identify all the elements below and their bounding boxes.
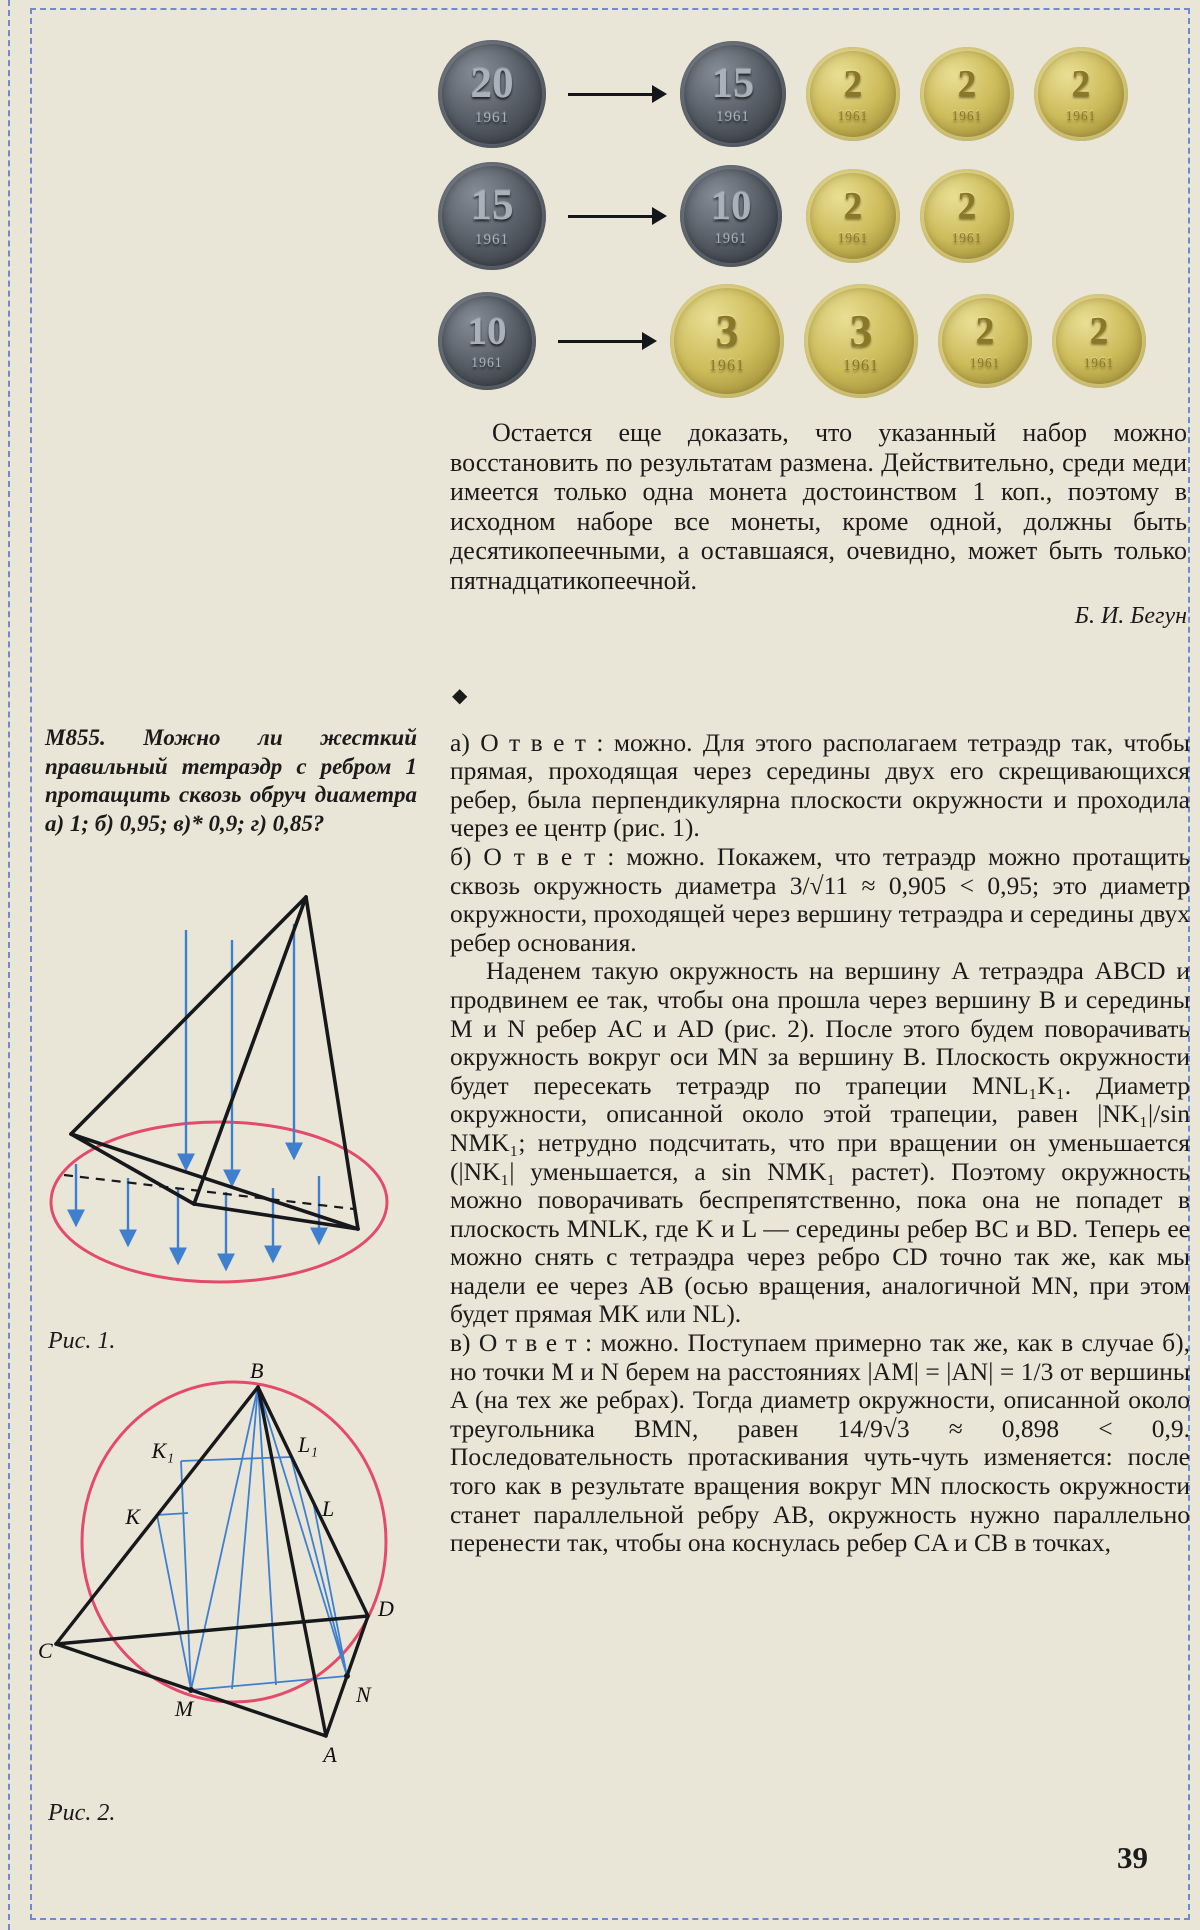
coin (438, 40, 546, 148)
problem-statement (45, 724, 417, 838)
arrow-right-icon (568, 93, 654, 96)
vertex-label-b: B (250, 1362, 264, 1383)
coin-value: 20 (470, 60, 514, 108)
coin (680, 41, 786, 147)
coin-year: 1961 (474, 231, 510, 248)
coin-year: 1961 (969, 354, 1001, 370)
vertex-label-k1: K₁ (151, 1438, 174, 1463)
solution-paragraph-b2: Наденем такую окружность на вершину A тетраэдра ABCD и продвинем ее так, чтобы она прошла через вершину B и середины M и N ребер AC и AD (рис. 2). После этого будем поворачивать окружность вокруг оси MN за вершину B. Плоскость окружности будет пересекать тетраэдр по трапеции MNL₁K₁. Диаметр окружности, описанной около этой трапеции, равен |NK₁|/sin NMK₁; нетрудно подсчитать, что при вращении он уменьшается (|NK₁| уменьшается, а sin NMK₁ растет). Поэтому окружность можно поворачивать беспрепятственно, пока она не попадет в плоскость MNLK, где K и L — середины ребер BC и BD. Теперь ее можно снять с тетраэдра через ребро CD точно так же, как мы надели ее через AB (осью вращения, аналогичной MN, при этом будет прямая MK или NL). (450, 956, 1190, 1329)
coin-exchange-row (438, 40, 1190, 148)
coin (804, 284, 918, 398)
coin-value: 2 (843, 64, 863, 106)
figure-1-tetrahedron-through-hoop (36, 872, 434, 1340)
tetrahedron-edges (71, 897, 358, 1229)
coin-exchange-figure (438, 40, 1190, 412)
coin (1052, 294, 1146, 388)
coin-value: 3 (849, 304, 873, 356)
coin-year: 1961 (714, 230, 748, 247)
hoop-circle (51, 1122, 387, 1282)
vertex-label-a: A (323, 1742, 337, 1767)
vertex-label-c: C (38, 1638, 53, 1663)
solution-paragraph-v: в) О т в е т : можно. Поступаем примерно так же, как в случае б), но точки M и N берем на расстояниях |AM| = |AN| = 1/3 от вершины A (на тех же ребрах). Тогда диаметр окружности, описанной около треугольника BMN, равен 14/9√3 ≈ 0,898 < 0,9. Последовательность протаскивания чуть-чуть изменяется: после того как в результате вращения вокруг MN плоскость окружности станет параллельной ребру AB, окружность нужно параллельно перенести так, чтобы она коснулась ребер CA и CB в точках, (450, 1328, 1190, 1558)
section-divider-diamond: ◆ (452, 685, 468, 707)
coin-value: 2 (957, 64, 977, 106)
coin (920, 169, 1014, 263)
problem-number: М855. (45, 725, 106, 750)
coin-year: 1961 (837, 107, 869, 123)
arrow-right-icon (558, 340, 644, 343)
page-number: 39 (1117, 1840, 1148, 1875)
coin-year: 1961 (471, 355, 503, 371)
solution-paragraph-a: а) О т в е т : можно. Для этого располагаем тетраэдр так, чтобы прямая, проходящая через середины двух его скрещивающихся ребер, была перпендикулярна плоскости окружности и проходила через ее центр (рис. 1). (450, 727, 1190, 843)
coin (806, 47, 900, 141)
vertex-label-d: D (378, 1596, 394, 1621)
vertex-label-n: N (356, 1682, 371, 1707)
coin-value: 3 (715, 304, 739, 356)
coin-year: 1961 (951, 107, 983, 123)
coin-value: 15 (470, 182, 514, 230)
coin-exchange-row (438, 162, 1190, 270)
coin-value: 2 (1071, 64, 1091, 106)
coin-value: 10 (467, 310, 507, 354)
coin-year: 1961 (951, 229, 983, 245)
author-signature: Б. И. Бегун (1074, 602, 1187, 629)
coin-value: 2 (1089, 311, 1109, 353)
vertex-labels (38, 1362, 394, 1767)
intro-block (450, 418, 1187, 631)
coin-value: 15 (711, 59, 755, 107)
problem-text: Можно ли жесткий правильный тетраэдр с ребром 1 протащить сквозь обруч диаметра а) 1; б) 0,95; в)* 0,9; г) 0,85? (45, 725, 417, 836)
vertex-label-l: L (322, 1496, 335, 1521)
coin-year: 1961 (716, 109, 750, 126)
coin-exchange-row (438, 284, 1190, 398)
coin-value: 2 (957, 186, 977, 228)
vertex-label-k: K (125, 1504, 140, 1529)
coin (670, 284, 784, 398)
coin-year: 1961 (843, 357, 879, 375)
tetrahedron-edges (56, 1387, 368, 1736)
coin (806, 169, 900, 263)
coin-year: 1961 (837, 229, 869, 245)
coin-value: 2 (975, 311, 995, 353)
coin-value: 2 (843, 186, 863, 228)
coin (938, 294, 1032, 388)
coin (438, 162, 546, 270)
solution-column (450, 682, 1190, 1558)
figure-2-tetrahedron-abcd (36, 1362, 434, 1798)
solution-paragraph-b: б) О т в е т : можно. Покажем, что тетраэдр можно протащить сквозь окружность диаметра 3/√11 ≈ 0,905 < 0,95; это диаметр окружности, проходящей через вершину тетраэдра и середины двух ребер основания. (450, 841, 1190, 957)
coin (680, 165, 782, 267)
coin-year: 1961 (1065, 107, 1097, 123)
coin (438, 292, 536, 390)
coin-year: 1961 (709, 357, 745, 375)
cross-section-lines (157, 1387, 347, 1690)
coin (1034, 47, 1128, 141)
coin (920, 47, 1014, 141)
arrow-right-icon (568, 215, 654, 218)
vertex-label-l1: L₁ (298, 1432, 318, 1457)
intro-paragraph: Остается еще доказать, что указанный набор можно восстановить по результатам размена. Действительно, среди меди имеется только одна монета достоинством 1 коп., поэтому в исходном наборе все монеты, кроме одной, должны быть десятикопеечными, а оставшаяся, очевидно, может быть только пятнадцатикопеечной. (450, 418, 1187, 595)
figure-1-caption: Рис. 1. (48, 1328, 116, 1354)
page-edge-line (8, 0, 10, 1930)
coin-year: 1961 (474, 109, 510, 126)
figure-2-caption: Рис. 2. (48, 1800, 116, 1826)
coin-value: 10 (710, 182, 752, 228)
coin-year: 1961 (1083, 354, 1115, 370)
vertex-label-m: M (174, 1696, 194, 1721)
